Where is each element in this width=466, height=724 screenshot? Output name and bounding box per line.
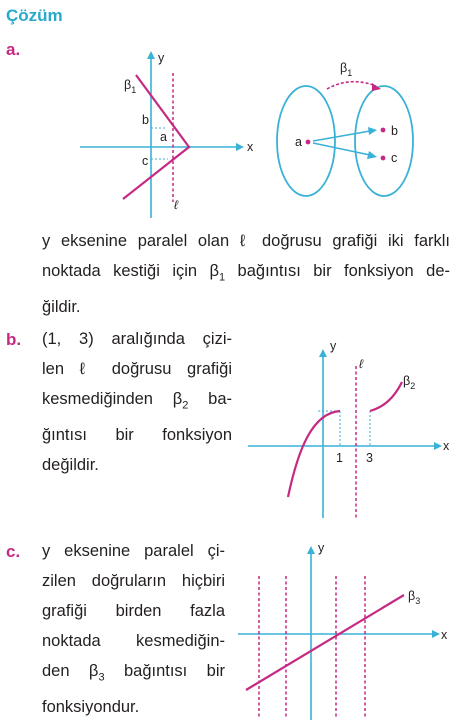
part-b-line-4: ğıntısı bir fonksiyon	[42, 426, 232, 445]
part-a-y-arrow	[147, 51, 155, 59]
part-b-line-2: len ℓ doğrusu grafiği	[42, 360, 232, 378]
part-b-label: b.	[6, 330, 22, 349]
part-a-line-3: ğildir.	[42, 298, 81, 317]
part-c-line-3: grafiği birden fazla	[42, 602, 225, 620]
element-b-label: b	[391, 124, 398, 138]
arrow-a-to-b	[313, 131, 370, 141]
part-b-y-label: y	[330, 339, 337, 353]
part-a-beta1-label: $\beta_1$	[124, 78, 137, 95]
part-a-a-label: a	[160, 130, 167, 144]
part-c-label: c.	[6, 542, 21, 561]
part-a-label: a.	[6, 40, 21, 59]
part-c-line-6: fonksiyondur.	[42, 698, 140, 717]
part-b-line-3: kesmediğinden $\beta_2$ ba-	[42, 390, 232, 412]
part-b-ell-label: ℓ	[359, 357, 364, 371]
part-c-line-2: zilen doğruların hiçbiri	[42, 572, 225, 590]
part-a-b-label: b	[142, 113, 149, 127]
part-b-tick-3: 3	[366, 451, 373, 465]
codomain-ellipse	[355, 86, 413, 196]
arrow-a-to-b-head	[368, 127, 377, 135]
part-b-line-1: (1, 3) aralığında çizi-	[42, 330, 232, 348]
part-b-beta2-left	[288, 411, 340, 497]
part-a-explanation	[42, 226, 450, 322]
mapping-arrow-curve	[327, 82, 376, 89]
part-a-x-arrow	[236, 143, 244, 151]
part-b-line-5: değildir.	[42, 456, 99, 475]
part-c-x-label: x	[441, 628, 448, 642]
part-c-line-4: noktada kesmediğin-	[42, 632, 225, 650]
part-c-explanation	[42, 536, 225, 722]
part-c-x-arrow	[432, 630, 440, 638]
element-a-label: a	[295, 135, 302, 149]
part-b-beta2-right	[370, 382, 402, 411]
part-a-c-label: c	[142, 154, 149, 168]
part-c-beta3-line	[246, 595, 404, 690]
part-c-y-arrow	[307, 546, 315, 554]
part-a-x-label: x	[247, 140, 254, 154]
part-b-x-label: x	[443, 439, 450, 453]
arrow-a-to-c-head	[367, 151, 377, 159]
element-a-dot	[306, 140, 311, 145]
part-b-explanation	[42, 324, 232, 480]
part-c-beta3-label: $\beta_3$	[408, 589, 421, 606]
mapping-beta1-label: $\beta_1$	[340, 61, 353, 78]
part-a-line-2: noktada kestiği için $\beta_1$ bağıntısı bir fonksiyon de-	[42, 262, 450, 284]
part-b-y-arrow	[319, 349, 327, 357]
element-c-dot	[381, 156, 386, 161]
element-b-dot	[381, 128, 386, 133]
part-c-y-label: y	[318, 541, 325, 555]
part-b-tick-1: 1	[336, 451, 343, 465]
solution-title: Çözüm	[6, 6, 63, 25]
part-a-line-1: y eksenine paralel olan ℓ doğrusu grafiği iki farklı	[42, 232, 450, 250]
part-c-line-1: y eksenine paralel çi-	[42, 542, 225, 560]
part-a-y-label: y	[158, 51, 165, 65]
part-c-line-5: den $\beta_3$ bağıntısı bir	[42, 662, 225, 684]
part-a-ell-label: ℓ	[174, 198, 179, 212]
element-c-label: c	[391, 151, 398, 165]
arrow-a-to-c	[313, 143, 370, 155]
part-b-x-arrow	[434, 442, 442, 450]
part-b-beta2-label: $\beta_2$	[403, 374, 416, 391]
